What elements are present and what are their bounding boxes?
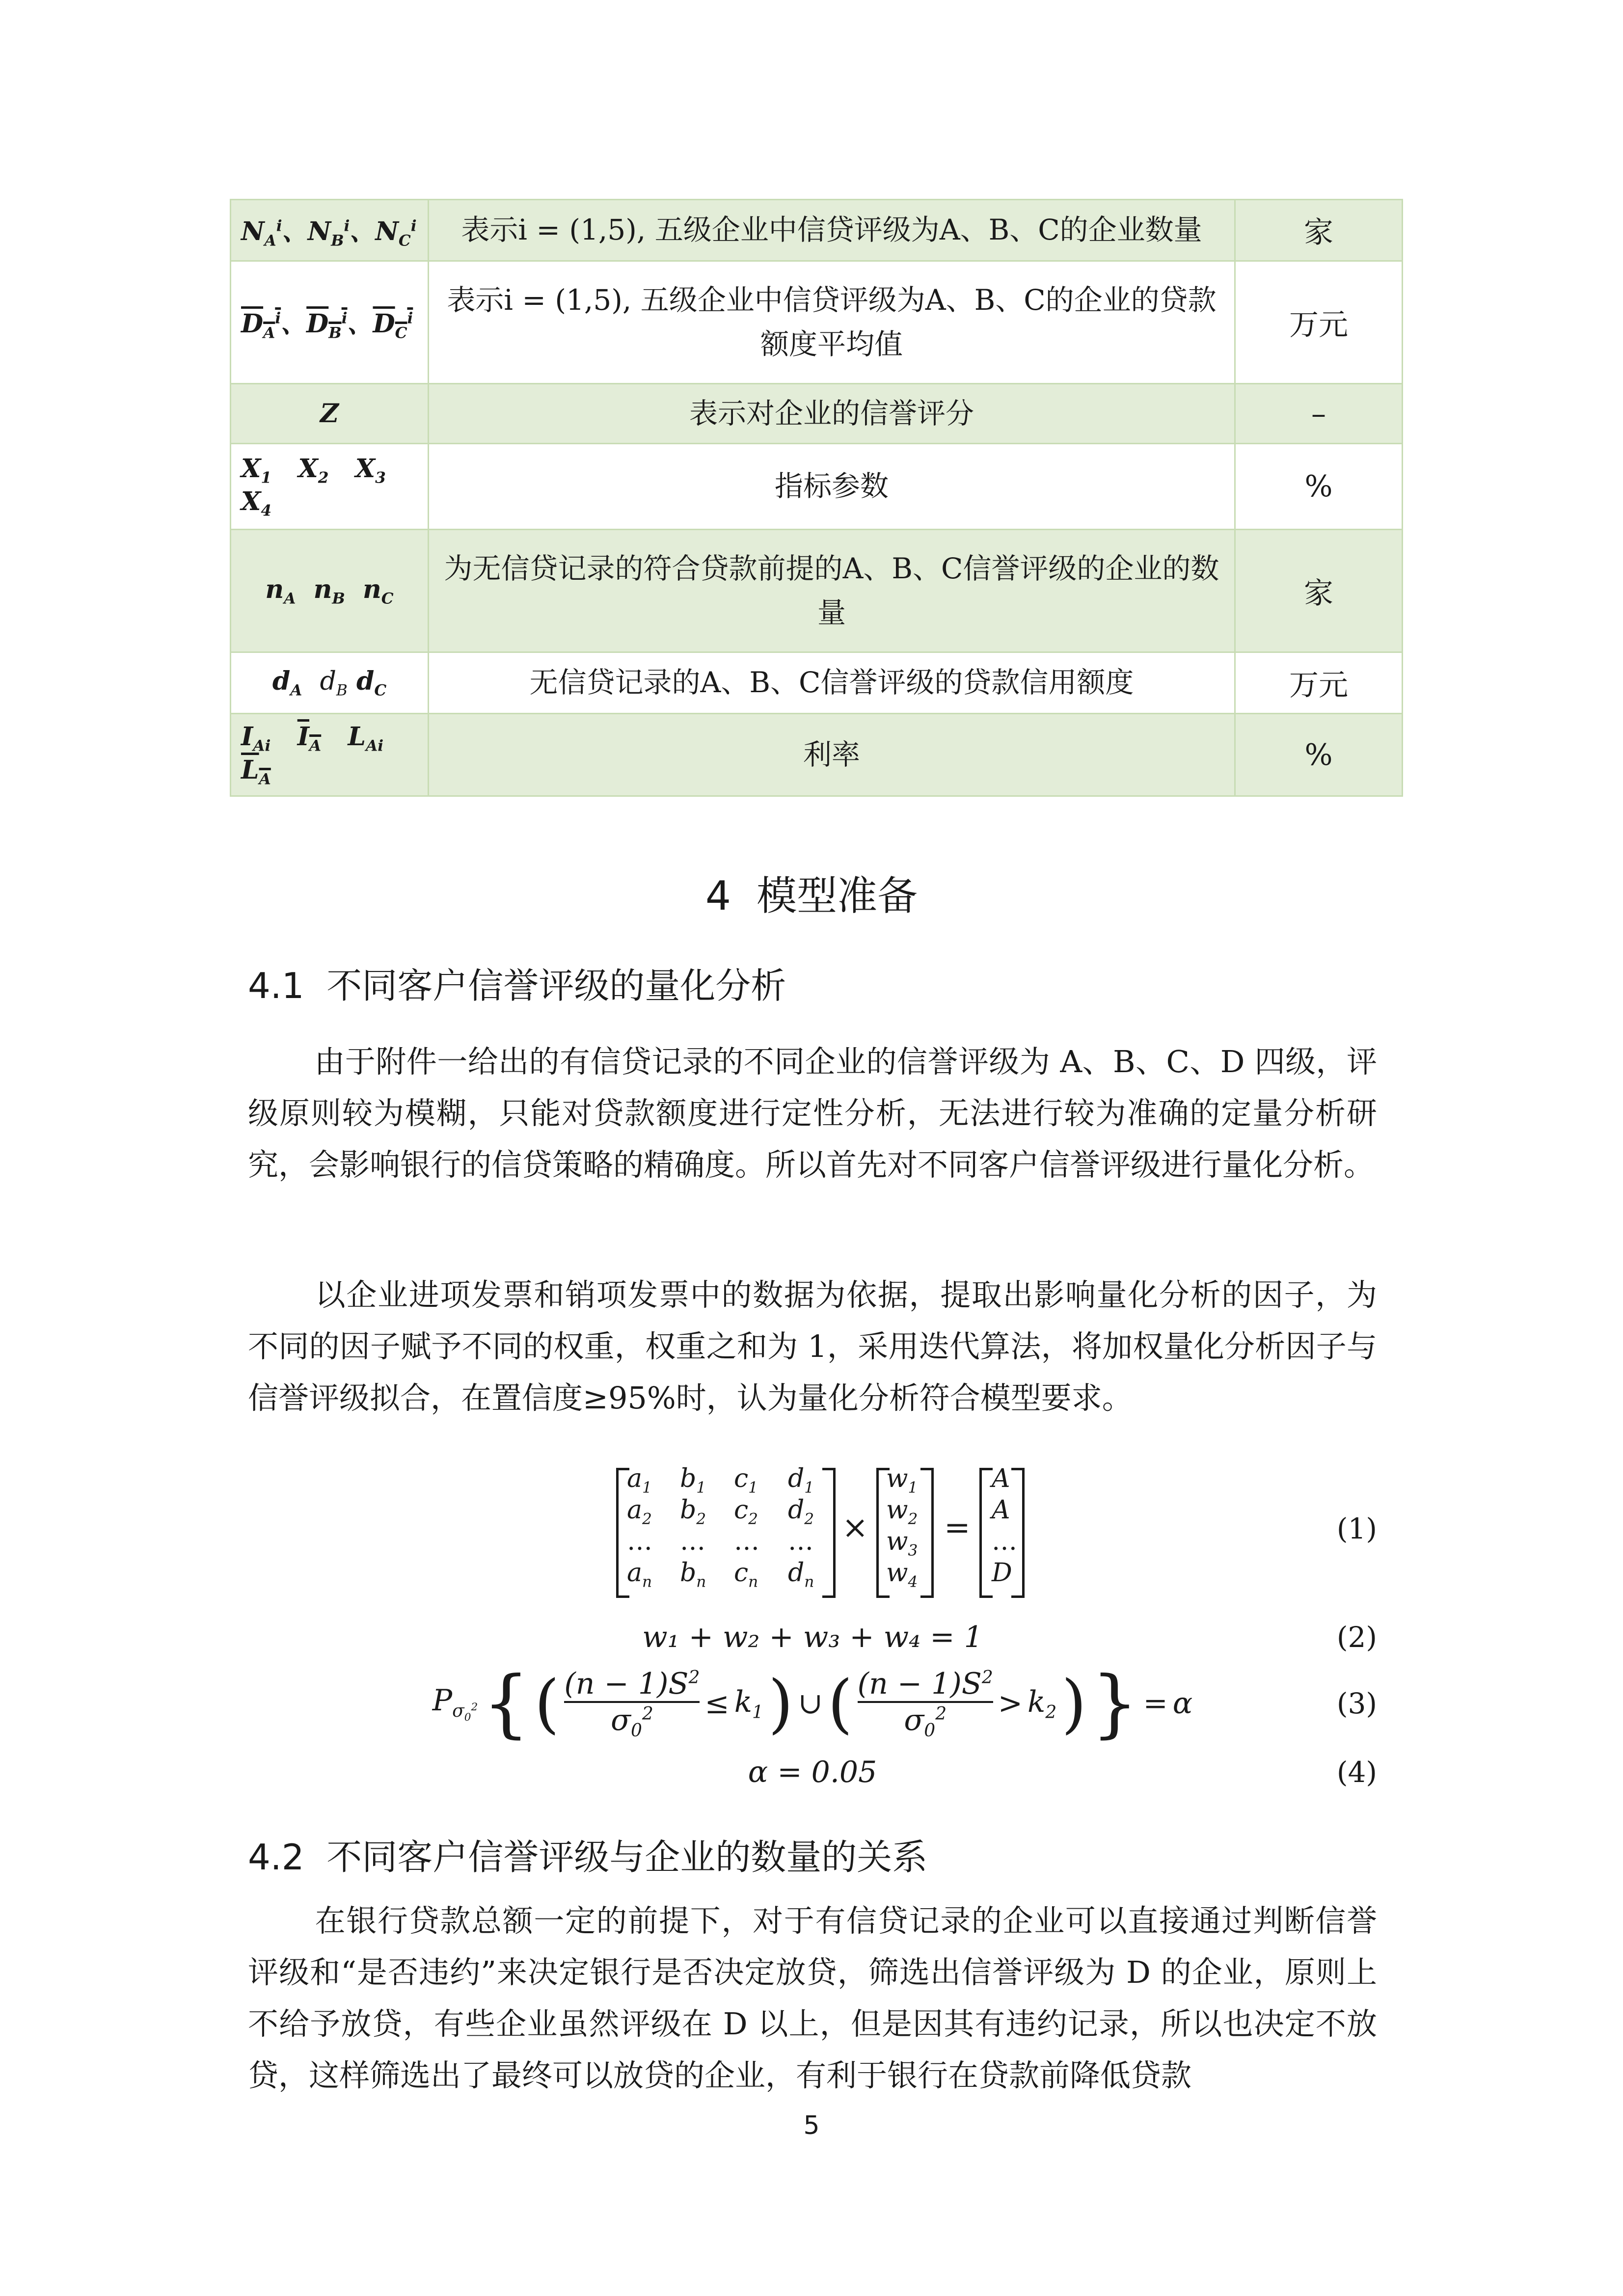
unit-cell: 万元 <box>1235 261 1403 384</box>
matrix-bracket <box>979 1468 993 1598</box>
symbol-cell: $I_{Ai}$ $I_A$ $L_{Ai}$ $L_A$ <box>231 714 429 796</box>
description-cell: 表示对企业的信誉评分 <box>429 384 1235 444</box>
equation-number: (3) <box>1336 1687 1377 1720</box>
paragraph: 以企业进项发票和销项发票中的数据为依据，提取出影响量化分析的因子，为不同的因子赋予不同的权重，权重之和为 1，采用迭代算法，将加权量化分析因子与信誉评级拟合，在置信度≥95%时，认为量化分析符合模型要求。 <box>248 1277 1377 1416</box>
symbol-cell: $N_A^i$、$N_B^i$、$N_C^i$ <box>231 200 429 261</box>
matrix-bracket <box>1011 1468 1025 1598</box>
equation-number: (4) <box>1336 1756 1377 1789</box>
paragraph: 由于附件一给出的有信贷记录的不同企业的信誉评级为 A、B、C、D 四级，评级原则较为模糊，只能对贷款额度进行定性分析，无法进行较为准确的定量分析研究，会影响银行的信贷策略的精确度。所以首先对不同客户信誉评级进行量化分析。 <box>248 1044 1377 1183</box>
table-row <box>231 444 1403 530</box>
table-row <box>231 652 1403 714</box>
subsection-heading: 4.2 不同客户信誉评级与企业的数量的关系 <box>248 1837 928 1878</box>
section-heading: 4 模型准备 <box>705 873 918 919</box>
table-row <box>231 261 1403 384</box>
paragraph: 在银行贷款总额一定的前提下，对于有信贷记录的企业可以直接通过判断信誉评级和“是否违约”来决定银行是否决定放贷，筛选出信誉评级为 D 的企业，原则上不给予放贷，有些企业虽然评级在 D 以上，但是因其有违约记录，所以也决定不放贷，这样筛选出了最终可以放贷的企业，有利于银行在贷款前降低贷款 <box>248 1903 1377 2093</box>
unit-cell: – <box>1235 384 1403 444</box>
equation-3: $P_{\sigma_0^2}$ { ( $(n - 1)S^2$ $\sigma_0^2$ ≤ $k_1$ ) ∪ ( $(n - 1)S^2$ $\sigma_0^2$ > $k_2$ ) } = α (3) <box>432 1661 1377 1746</box>
symbol-cell: $d_A$ $d_B$ $d_C$ <box>231 652 429 714</box>
symbol-table <box>230 199 1403 797</box>
symbol-cell: $X_1$ $X_2$ $X_3$ $X_4$ <box>231 444 429 530</box>
unit-cell: 家 <box>1235 530 1403 652</box>
description-cell: 指标参数 <box>429 444 1235 530</box>
description-cell: 表示i = (1,5), 五级企业中信贷评级为A、B、C的企业的贷款额度平均值 <box>429 261 1235 384</box>
unit-cell: 家 <box>1235 200 1403 261</box>
subsection-heading: 4.1 不同客户信誉评级的量化分析 <box>248 965 786 1006</box>
symbol-cell: $D_A^i$、$D_B^i$、$D_C^i$ <box>231 261 429 384</box>
description-cell: 为无信贷记录的符合贷款前提的A、B、C信誉评级的企业的数量 <box>429 530 1235 652</box>
equation-1: $a_1$ $b_1$ $c_1$ $d_1$ $a_2$ $b_2$ $c_2$ $d_2$ … … … … $a_n$ $b_n$ $c_n$ $d_n$ × $w_1$ $w_2$ $w_3$ $w_4$ = A A … D (1) <box>248 1468 1377 1610</box>
table-row <box>231 384 1403 444</box>
equation-number: (2) <box>1336 1621 1377 1654</box>
unit-cell: % <box>1235 714 1403 796</box>
description-cell: 利率 <box>429 714 1235 796</box>
equation-2: w₁ + w₂ + w₃ + w₄ = 1 (2) <box>642 1620 1377 1654</box>
equation-4: α = 0.05 (4) <box>748 1755 1377 1789</box>
page-number: 5 <box>803 2111 820 2140</box>
matrix-bracket <box>822 1468 836 1598</box>
symbol-cell: $n_A$ $n_B$ $n_C$ <box>231 530 429 652</box>
unit-cell: % <box>1235 444 1403 530</box>
equation-number: (1) <box>1336 1512 1377 1545</box>
description-cell: 无信贷记录的A、B、C信誉评级的贷款信用额度 <box>429 652 1235 714</box>
description-cell: 表示i = (1,5), 五级企业中信贷评级为A、B、C的企业数量 <box>429 200 1235 261</box>
symbol-cell: Z <box>231 384 429 444</box>
matrix-bracket <box>920 1468 934 1598</box>
unit-cell: 万元 <box>1235 652 1403 714</box>
table-row <box>231 200 1403 261</box>
table-row <box>231 714 1403 796</box>
table-row <box>231 530 1403 652</box>
